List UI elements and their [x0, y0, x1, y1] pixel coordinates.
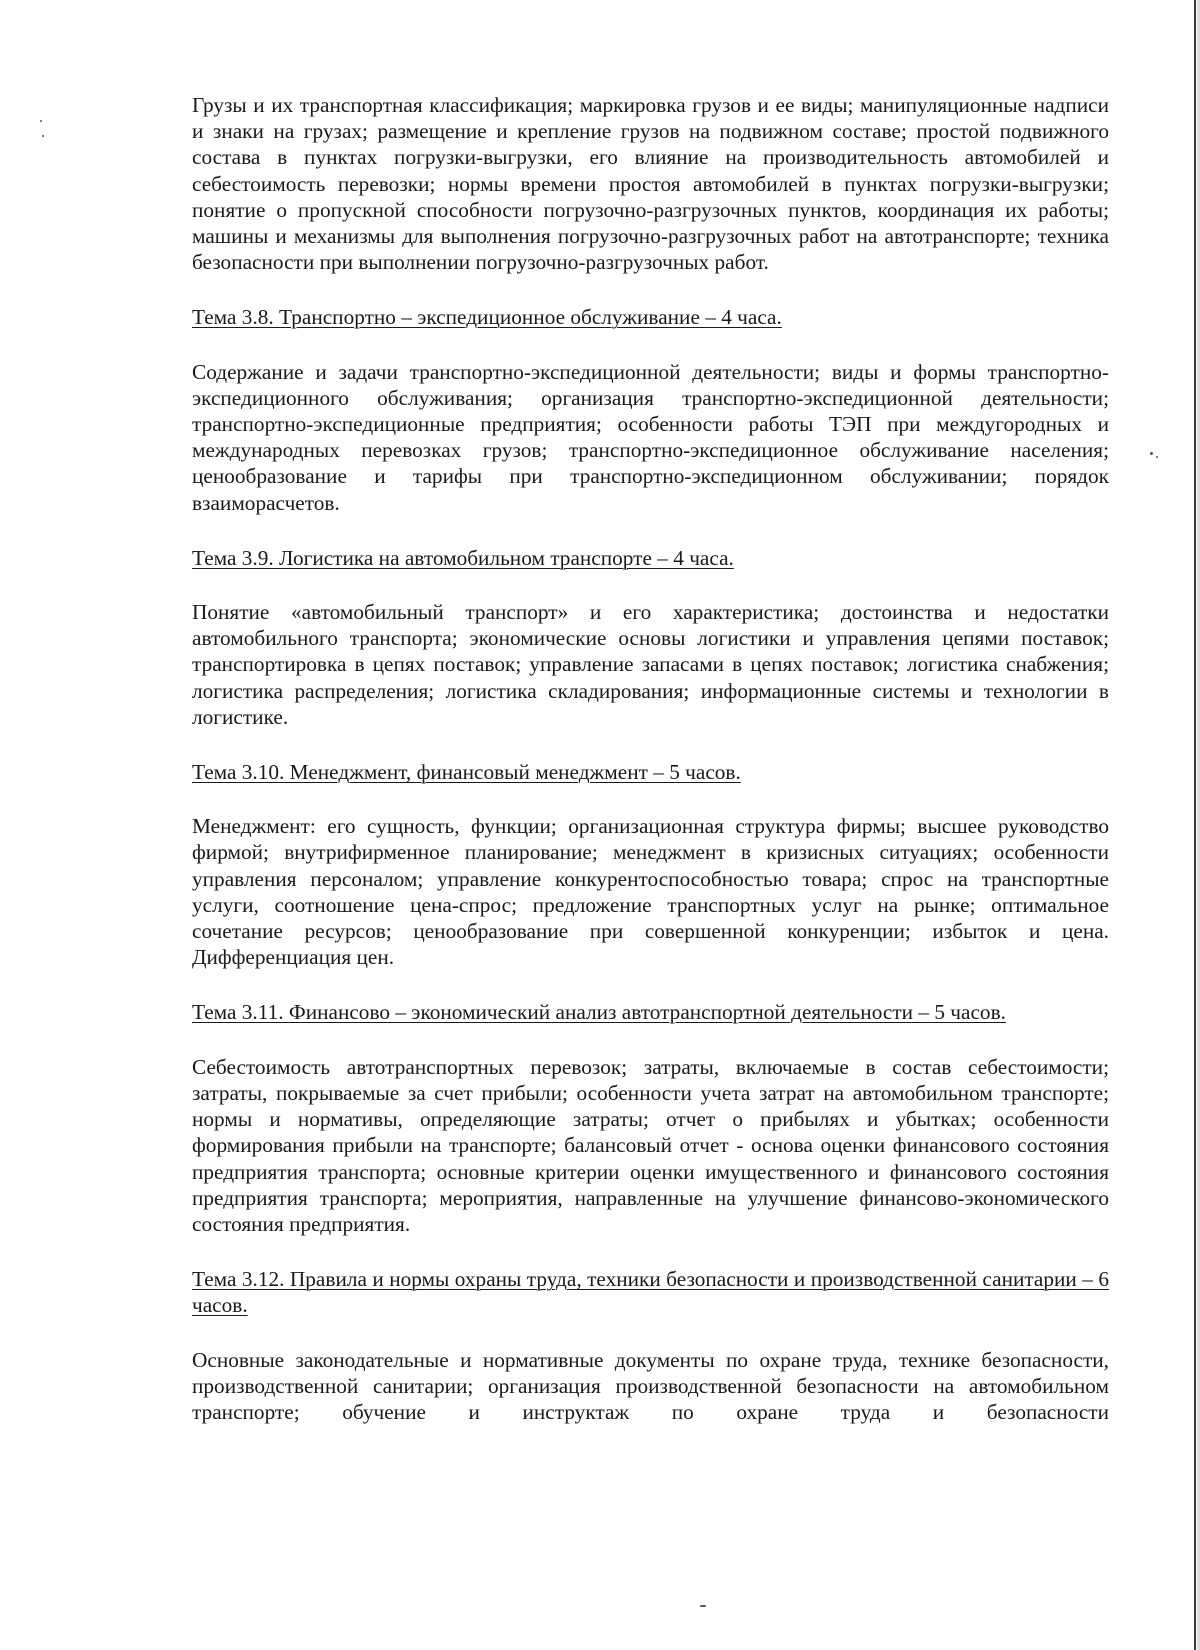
body-paragraph: Понятие «автомобильный транспорт» и его характеристика; достоинства и недостатки автомобильного транспорта; экономические основы логистики и управления цепями поставок; транспортировка в цепях поставок; управление запасами в цепях поставок; логистика снабжения; логистика распределения; логистика складирования; информационные системы и технологии в логистике.	[192, 600, 1109, 729]
body-paragraph: Грузы и их транспортная классификация; маркировка грузов и ее виды; манипуляционные надписи и знаки на грузах; размещение и крепление грузов на подвижном составе; простой подвижного состава в пунктах погрузки-выгрузки, его влияние на производительность автомобилей и себестоимость перевозки; нормы времени простоя автомобилей в пунктах погрузки-выгрузки; понятие о пропускной способности погрузочно-разгрузочных пунктов, координация их работы; машины и механизмы для выполнения погрузочно-разгрузочных работ на автотранспорте; техника безопасности при выполнении погрузочно-разгрузочных работ.	[192, 93, 1109, 275]
section-heading: Тема 3.10. Менеджмент, финансовый менеджмент – 5 часов.	[192, 760, 741, 785]
section-heading: Тема 3.12. Правила и нормы охраны труда, техники безопасности и производственной санитарии – 6 часов.	[192, 1267, 1109, 1318]
body-paragraph: Основные законодательные и нормативные документы по охране труда, технике безопасности, производственной санитарии; организация производственной безопасности на автомобильном транспорте; обучение и инструктаж по охране труда и безопасности	[192, 1347, 1109, 1424]
body-paragraph: Менеджмент: его сущность, функции; организационная структура фирмы; высшее руководство фирмой; внутрифирменное планирование; менеджмент в кризисных ситуациях; особенности управления персоналом; управление конкурентоспособностью товара; спрос на транспортные услуги, соотношение цена-спрос; предложение транспортных услуг на рынке; оптимальное сочетание ресурсов; ценообразование при совершенной конкуренции; избыток и цена. Дифференциация цен.	[192, 814, 1109, 970]
body-paragraph: Себестоимость автотранспортных перевозок; затраты, включаемые в состав себестоимости; затраты, покрываемые за счет прибыли; особенности учета затрат на автомобильном транспорте; нормы и нормативы, определяющие затраты; отчет о прибылях и убытках; особенности формирования прибыли на транспорте; балансовый отчет - основа оценки финансового состояния предприятия транспорта; основные критерии оценки имущественного и финансового состояния предприятия транспорта; мероприятия, направленные на улучшение финансово-экономического состояния предприятия.	[192, 1054, 1109, 1236]
scan-speck	[1156, 456, 1158, 458]
scan-speck	[40, 120, 42, 122]
section-heading: Тема 3.9. Логистика на автомобильном транспорте – 4 часа.	[192, 545, 734, 570]
section-heading: Тема 3.8. Транспортно – экспедиционное обслуживание – 4 часа.	[192, 305, 782, 330]
section-heading: Тема 3.11. Финансово – экономический анализ автотранспортной деятельности – 5 часов.	[192, 1000, 1006, 1025]
scan-speck	[1150, 452, 1153, 455]
document-body	[192, 92, 1109, 1425]
scan-speck	[42, 135, 44, 137]
scan-border-line	[1194, 0, 1196, 1650]
body-paragraph: Содержание и задачи транспортно-экспедиционной деятельности; виды и формы транспортно-экспедиционного обслуживания; организация транспортно-экспедиционной деятельности; транспортно-экспедиционные предприятия; особенности работы ТЭП при междугородных и международных перевозках грузов; транспортно-экспедиционное обслуживание населения; ценообразование и тарифы при транспортно-экспедиционном обслуживании; порядок взаиморасчетов.	[192, 359, 1109, 515]
scan-speck	[700, 1605, 706, 1607]
